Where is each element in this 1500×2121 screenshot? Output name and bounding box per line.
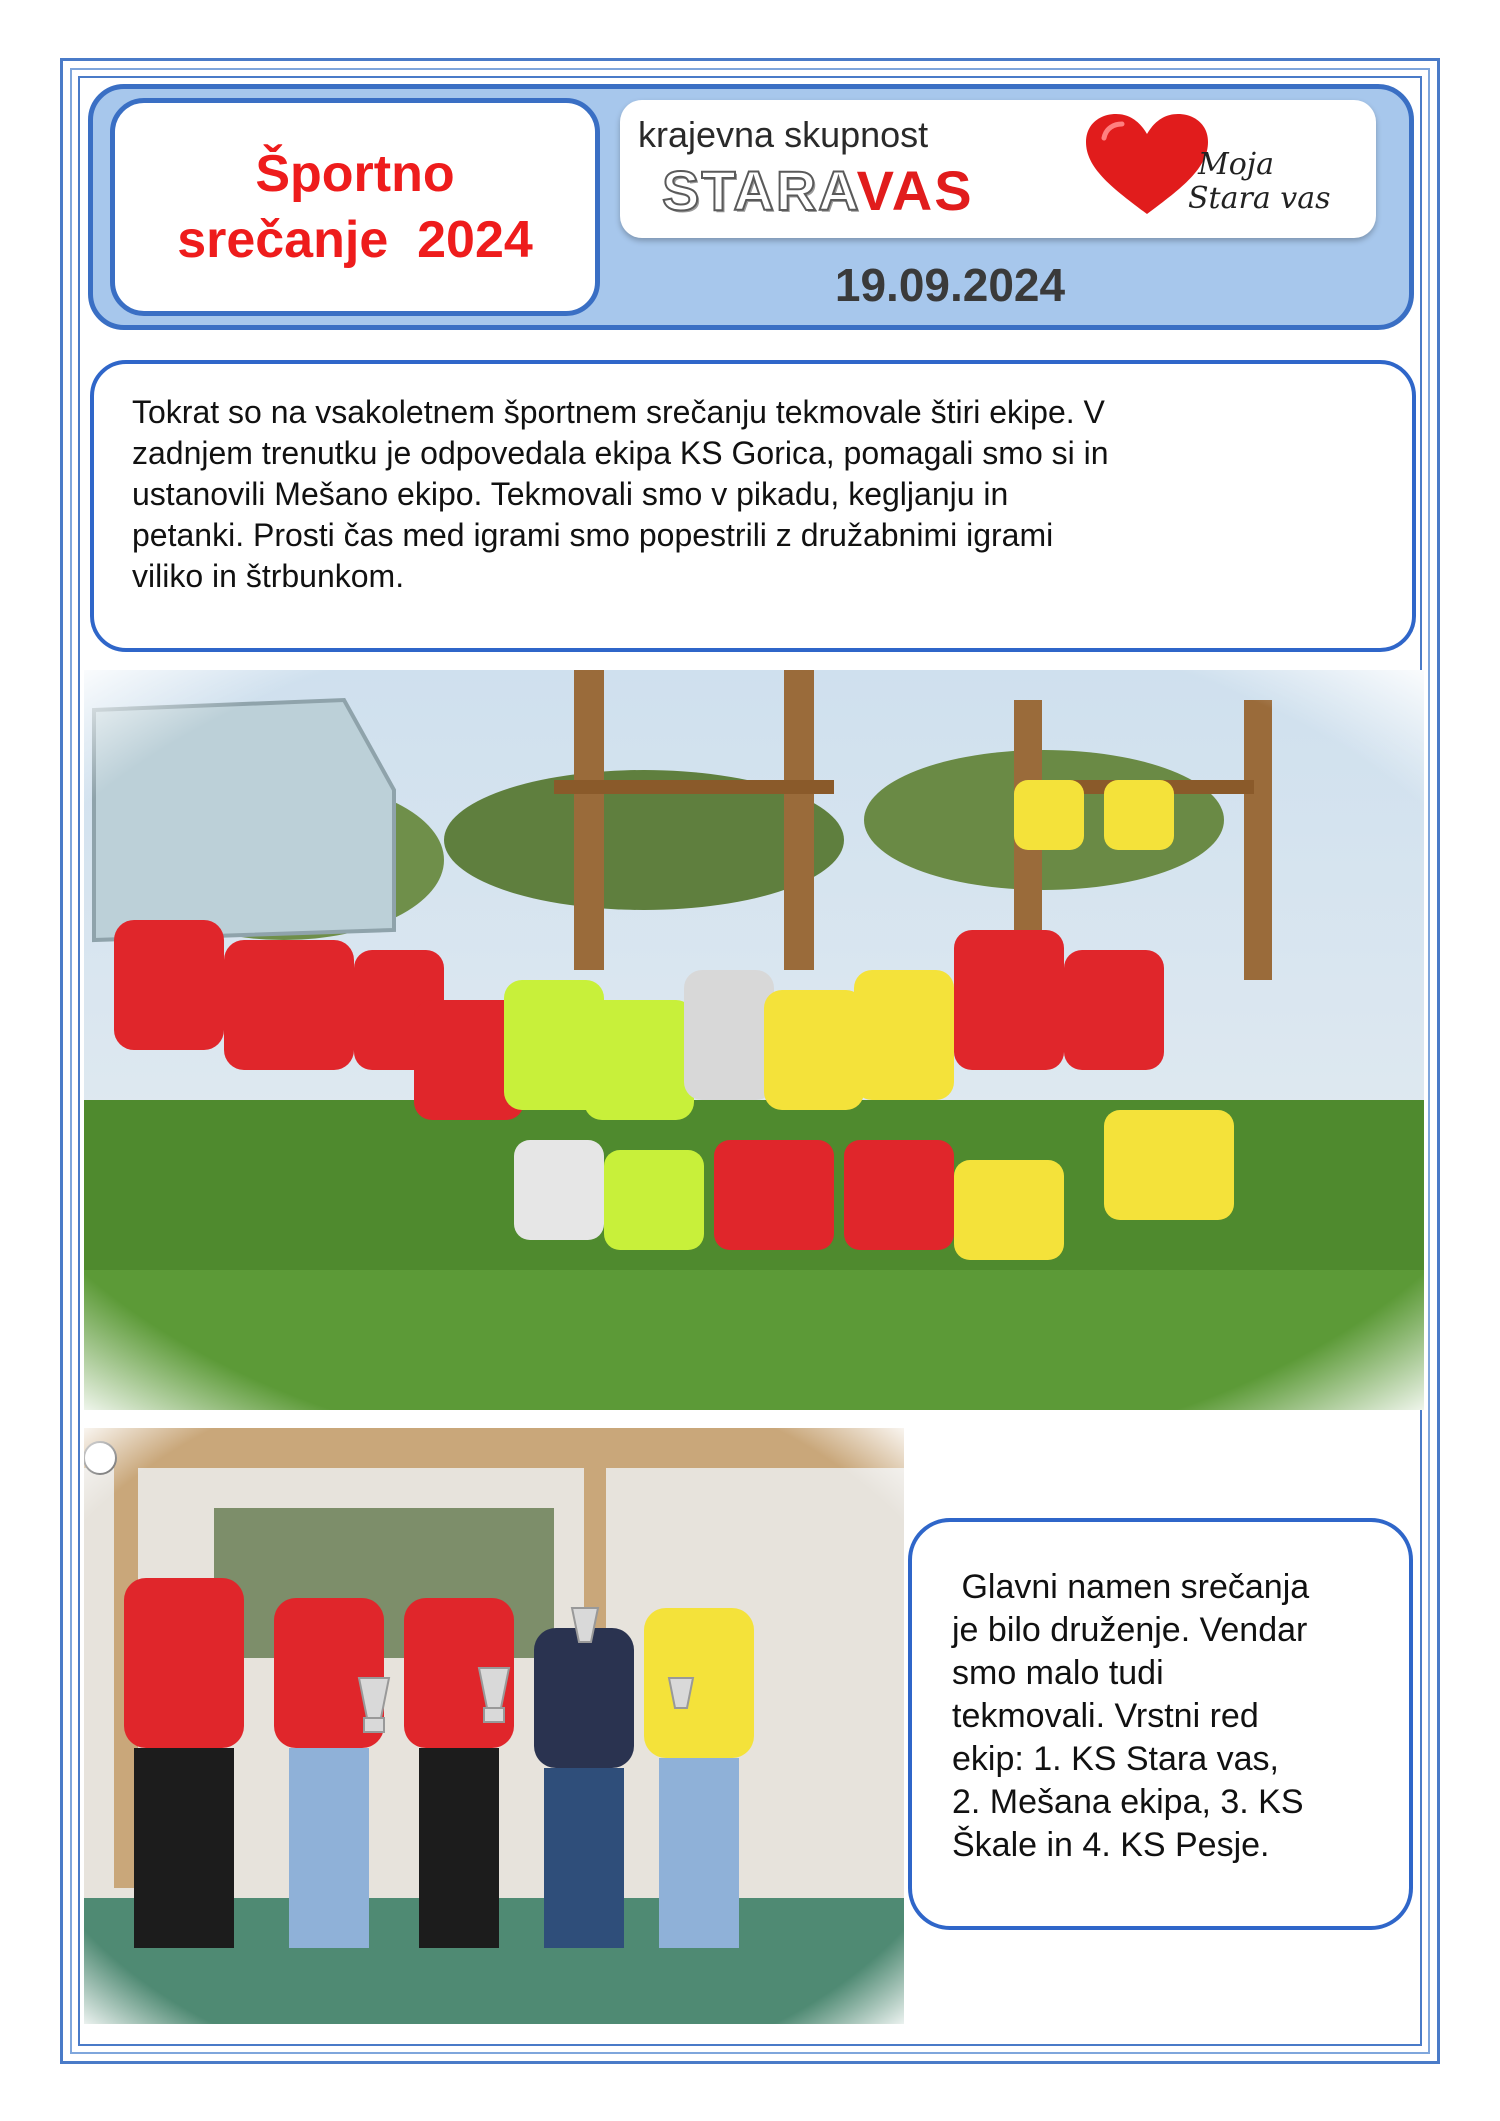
event-date: 19.09.2024 [834,259,1066,311]
intro-line: petanki. Prosti čas med igrami smo popestrili z družabnimi igrami [132,517,1054,553]
logo-script-line-1: Moja [1198,147,1274,182]
logo-script-line-2: Stara vas [1188,181,1331,216]
title-box [110,98,600,316]
results-line: ekip: 1. KS Stara vas, [952,1740,1279,1778]
title-line-1: Športno [255,145,455,203]
logo-script [1188,147,1331,216]
logo-stara-text: STARA [662,159,857,222]
title-line-2: srečanje 2024 [177,211,533,269]
results-paragraph [952,1566,1391,1867]
intro-line: viliko in štrbunkom. [132,558,405,594]
logo-main-text [662,158,974,223]
logo-top-text: krajevna skupnost [638,114,929,155]
ks-stara-vas-logo [620,100,1376,238]
results-line: Škale in 4. KS Pesje. [952,1826,1270,1864]
intro-paragraph [132,392,1374,597]
results-line: smo malo tudi [952,1654,1164,1692]
intro-line: zadnjem trenutku je odpovedala ekipa KS Gorica, pomagali smo si in [132,435,1109,471]
intro-line: Tokrat so na vsakoletnem športnem srečanju tekmovale štiri ekipe. V [132,394,1105,430]
group-photo [84,670,1424,1410]
results-line: Glavni namen srečanja [952,1568,1310,1606]
intro-text-box [90,360,1416,652]
results-line: tekmovali. Vrstni red [952,1697,1259,1735]
logo-vas-text: VAS [856,159,974,222]
trophy-photo [84,1428,904,2024]
results-text-box [908,1518,1413,1930]
intro-line: ustanovili Mešano ekipo. Tekmovali smo v pikadu, kegljanju in [132,476,1009,512]
results-line: 2. Mešana ekipa, 3. KS [952,1783,1304,1821]
results-line: je bilo druženje. Vendar [952,1611,1308,1649]
